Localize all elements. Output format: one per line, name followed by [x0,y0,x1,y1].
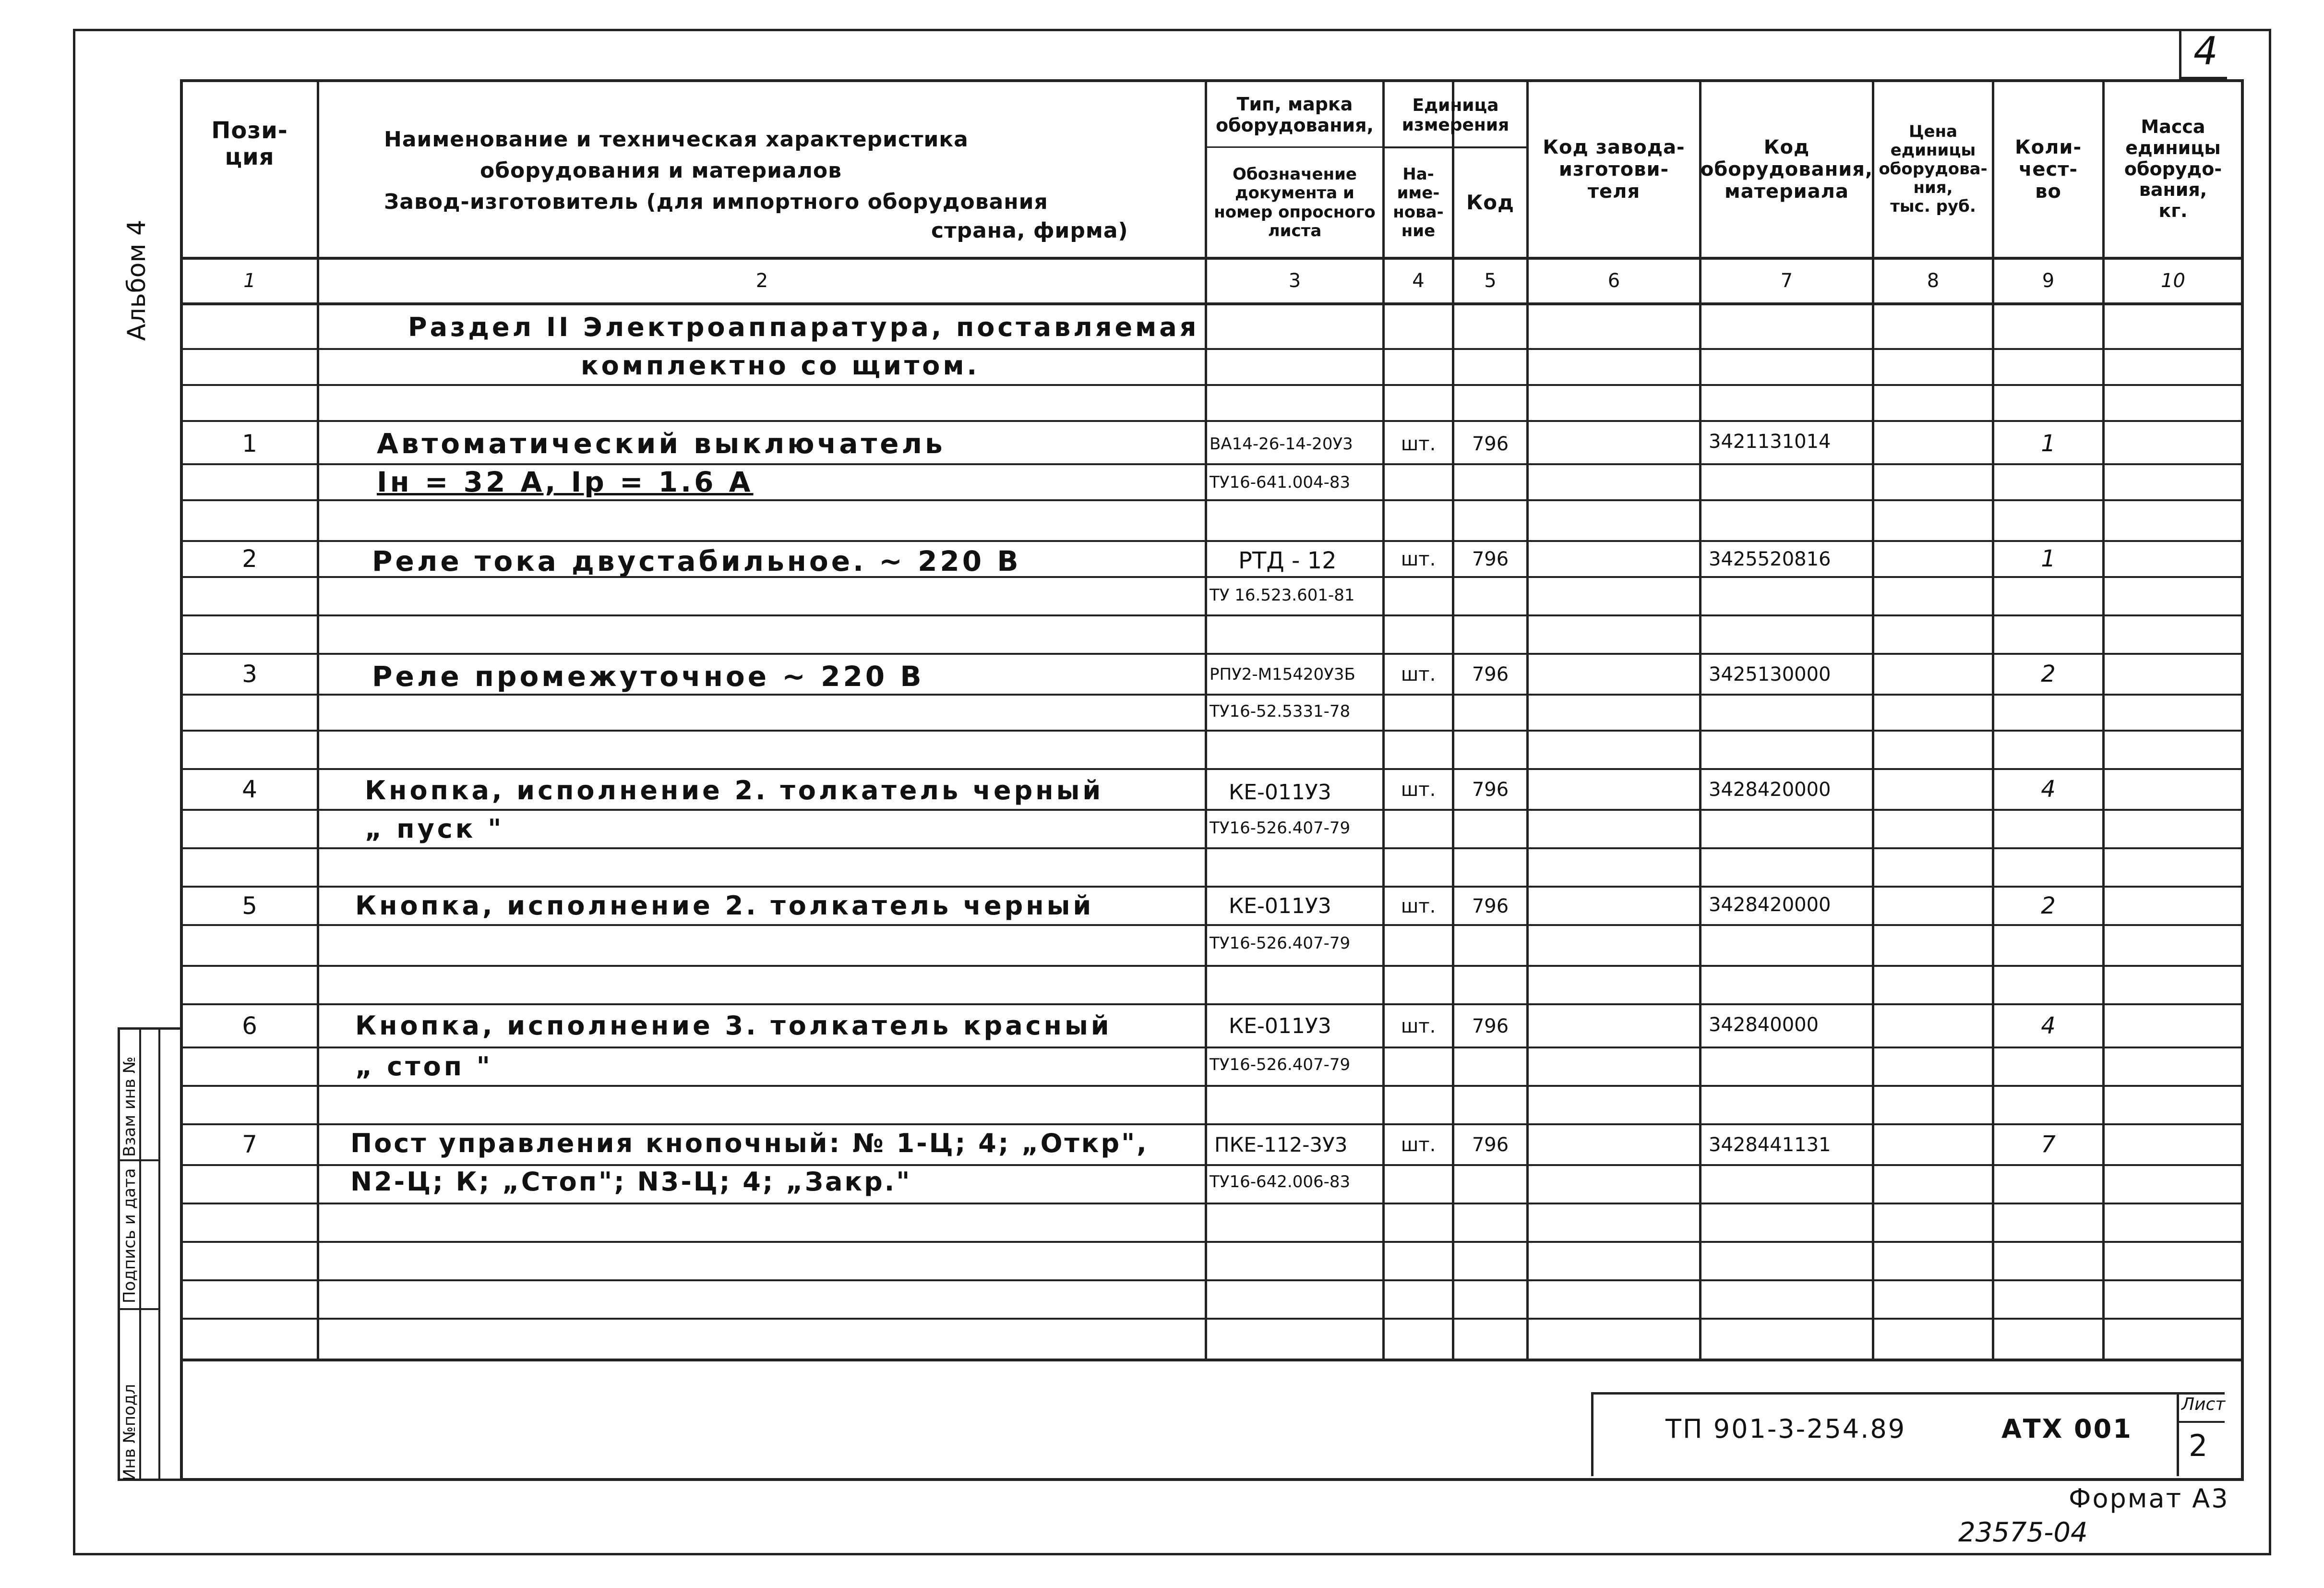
row6-name-2: „ стоп " [355,1051,493,1082]
row4-quantity: 4 [2041,776,2056,803]
type-divider [1205,146,1382,148]
strip-label-inv: Инв №подл [120,1383,139,1481]
title-block-sheet-number: 2 [2189,1428,2208,1463]
colnum-4: 4 [1412,270,1425,292]
row4-name: Кнопка, исполнение 2. толкатель черный [365,775,1104,806]
strip-label-signature: Подпись и дата [120,1168,139,1303]
row1-doc: ТУ16-641.004-83 [1210,473,1351,492]
header-name-line3: Завод-изготовитель (для импортного оборудования [384,190,1048,214]
row4-code: 796 [1472,779,1509,801]
row6-name: Кнопка, исполнение 3. толкатель красный [355,1011,1112,1041]
corner-sheet-number: 4 [2193,29,2218,73]
row1-name-2: Iн = 32 А, Iр = 1.6 А [377,466,754,498]
row1-name: Автоматический выключатель [377,427,946,460]
header-factory-code: Код завода- изготови- теля [1543,136,1685,203]
strip-label-replacement: Взам инв № [120,1056,139,1157]
colnum-6: 6 [1607,270,1620,292]
title-block-sheet-divider [2177,1421,2225,1423]
row4-unit: шт. [1401,779,1436,801]
row7-unit: шт. [1401,1134,1436,1156]
row5-material-code: 3428420000 [1709,894,1831,916]
numbers-bottom-line [180,302,2244,305]
section-title-line1: Раздел II Электроаппаратура, поставляемая [408,312,1199,342]
row7-doc: ТУ16-642.006-83 [1210,1172,1351,1191]
row7-quantity: 7 [2041,1131,2056,1158]
row5-unit: шт. [1401,895,1436,917]
header-quantity: Коли- чест- во [2014,136,2082,203]
row3-name: Реле промежуточное ~ 220 В [372,660,924,693]
header-name-line2: оборудования и материалов [480,158,842,183]
colnum-3: 3 [1288,270,1301,292]
row4-doc: ТУ16-526.407-79 [1210,818,1351,838]
row2-doc: ТУ 16.523.601-81 [1210,586,1355,605]
row7-material-code: 3428441131 [1709,1134,1831,1156]
row2-position: 2 [242,545,257,573]
header-unit-mass: Масса единицы оборудо- вания, кг. [2124,116,2222,222]
row6-code: 796 [1472,1015,1509,1037]
row4-type: КЕ-011У3 [1229,780,1331,805]
row1-unit: шт. [1401,433,1436,455]
title-block-sheet-label: Лист [2181,1395,2226,1414]
header-unit-price: Цена единицы оборудова- ния, тыс. руб. [1879,121,1988,217]
title-block-doc-code: ТП 901-3-254.89 [1665,1414,1906,1444]
row5-name: Кнопка, исполнение 2. толкатель черный [355,890,1094,921]
row7-code: 796 [1472,1134,1509,1156]
row6-doc: ТУ16-526.407-79 [1210,1055,1351,1074]
row6-type: КЕ-011У3 [1229,1014,1331,1038]
row1-material-code: 3421131014 [1709,431,1831,453]
row4-name-2: „ пуск " [365,814,504,844]
colnum-10: 10 [2161,270,2185,292]
unit-group-divider [1382,146,1526,148]
header-document: Обозначение документа и номер опросного листа [1214,165,1376,241]
row5-type: КЕ-011У3 [1229,894,1331,918]
header-position: Пози- ция [211,117,288,170]
row6-position: 6 [242,1011,257,1040]
archive-number: 23575-04 [1958,1517,2088,1548]
section-title-line2: комплектно со щитом. [581,350,980,381]
row3-unit: шт. [1401,663,1436,686]
row3-material-code: 3425130000 [1709,663,1831,686]
album-label: Альбом 4 [122,219,151,341]
row6-unit: шт. [1401,1015,1436,1037]
colnum-5: 5 [1484,270,1497,292]
row1-quantity: 1 [2041,430,2056,457]
row2-name: Реле тока двустабильное. ~ 220 В [372,545,1021,577]
header-unit-code: Код [1466,191,1515,215]
row5-position: 5 [242,891,257,920]
colnum-9: 9 [2042,270,2055,292]
header-type: Тип, марка оборудования, [1216,94,1374,136]
row7-name: Пост управления кнопочный: № 1-Ц; 4; „Откр", [350,1128,1149,1158]
row3-quantity: 2 [2041,661,2056,688]
row3-type: РПУ2-М15420У3Б [1210,665,1355,684]
row2-type: РТД - 12 [1238,547,1337,574]
row7-name-2: N2-Ц; К; „Стоп"; N3-Ц; 4; „Закр." [350,1167,912,1197]
row3-position: 3 [242,660,257,688]
row7-type: ПКЕ-112-3У3 [1214,1133,1348,1156]
row2-unit: шт. [1401,548,1436,570]
table-bottom-line [180,1359,2244,1361]
colnum-1: 1 [243,270,256,292]
row7-position: 7 [242,1131,257,1159]
row5-code: 796 [1472,895,1509,917]
row1-position: 1 [242,430,257,458]
row2-material-code: 3425520816 [1709,548,1831,570]
colnum-2: 2 [755,270,768,292]
row5-quantity: 2 [2041,892,2056,919]
row6-quantity: 4 [2041,1012,2056,1039]
format-label: Формат А3 [2069,1483,2229,1514]
row2-quantity: 1 [2041,545,2056,573]
header-unit-name: На- име- нова- ние [1393,165,1444,241]
signature-strip [118,1027,180,1481]
header-unit-group: Единица измерения [1402,95,1509,135]
row1-code: 796 [1472,433,1509,455]
row1-type: ВА14-26-14-20У3 [1210,434,1353,454]
colnum-8: 8 [1927,270,1940,292]
colnum-7: 7 [1780,270,1793,292]
row4-material-code: 3428420000 [1709,779,1831,801]
title-block-mark: АТХ 001 [2001,1414,2132,1444]
row3-code: 796 [1472,663,1509,686]
row4-position: 4 [242,775,257,804]
row2-code: 796 [1472,548,1509,570]
header-name-line4: страна, фирма) [931,218,1128,243]
row6-material-code: 342840000 [1709,1014,1819,1036]
header-name-line1: Наименование и техническая характеристика [384,127,969,152]
header-material-code: Код оборудования, материала [1700,136,1873,203]
row5-doc: ТУ16-526.407-79 [1210,934,1351,953]
row3-doc: ТУ16-52.5331-78 [1210,702,1351,721]
